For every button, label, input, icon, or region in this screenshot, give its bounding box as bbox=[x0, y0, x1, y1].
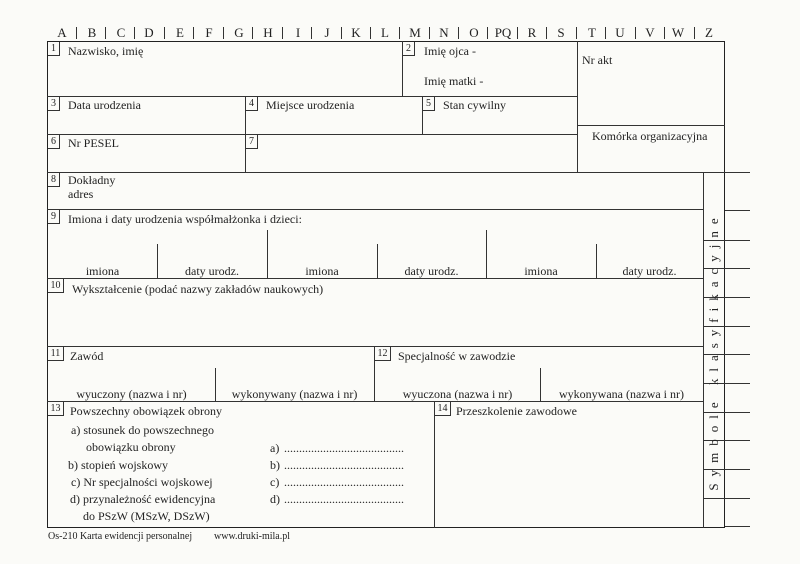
field-number-9: 9 bbox=[48, 210, 60, 224]
family-label: Imiona i daty urodzenia współmałżonka i dzieci: bbox=[68, 212, 302, 226]
address-label-line1: Dokładny bbox=[68, 173, 116, 187]
family-col-dates-3: daty urodz. bbox=[622, 264, 677, 278]
answer-c-dots[interactable]: ........................................ bbox=[284, 475, 404, 489]
field-number-1: 1 bbox=[48, 42, 60, 56]
form-code: Os-210 Karta ewidencji personalnej bbox=[48, 531, 193, 542]
family-col-dates-2: daty urodz. bbox=[404, 264, 459, 278]
organizational-unit-label: Komórka organizacyjna bbox=[592, 129, 708, 143]
answer-d-label: d) bbox=[270, 492, 280, 506]
column-letter: I bbox=[295, 25, 301, 40]
field-number-7: 7 bbox=[246, 135, 258, 149]
name-label: Nazwisko, imię bbox=[68, 44, 144, 58]
column-letter: K bbox=[351, 25, 361, 40]
column-letter: O bbox=[469, 25, 479, 40]
column-letter: C bbox=[116, 25, 126, 40]
defense-item-d-line1: d) przynależność ewidencyjna bbox=[70, 492, 216, 506]
answer-a-label: a) bbox=[270, 441, 280, 455]
field-number-3: 3 bbox=[48, 97, 60, 111]
field-number-5: 5 bbox=[423, 97, 435, 111]
field-number-2: 2 bbox=[403, 42, 415, 56]
family-col-names-1: imiona bbox=[85, 264, 120, 278]
field-number-4: 4 bbox=[246, 97, 258, 111]
column-letter: V bbox=[645, 25, 655, 40]
column-letter: G bbox=[234, 25, 244, 40]
classification-symbols-label: Symbole klasyfikacyjne bbox=[706, 211, 721, 491]
vocational-training-label: Przeszkolenie zawodowe bbox=[456, 404, 577, 418]
file-number-label: Nr akt bbox=[582, 53, 613, 67]
column-letter: E bbox=[176, 25, 184, 40]
column-letter: J bbox=[324, 25, 330, 40]
answer-b-dots[interactable]: ........................................ bbox=[284, 458, 404, 472]
specialty-label: Specjalność w zawodzie bbox=[398, 349, 516, 363]
website: www.druki-mila.pl bbox=[214, 531, 291, 542]
family-col-names-2: imiona bbox=[305, 264, 339, 278]
field-number-14: 14 bbox=[435, 402, 451, 416]
column-letter: B bbox=[87, 25, 97, 40]
defense-item-d-line2: do PSzW (MSzW, DSzW) bbox=[83, 509, 210, 523]
defense-item-a-line2: obowiązku obrony bbox=[86, 440, 176, 454]
education-label: Wykształcenie (podać nazwy zakładów naukowych) bbox=[72, 282, 324, 296]
profession-label: Zawód bbox=[70, 349, 104, 363]
defense-item-c: c) Nr specjalności wojskowej bbox=[71, 475, 213, 489]
column-letter: M bbox=[409, 25, 421, 40]
column-letter: L bbox=[381, 25, 389, 40]
birth-date-label: Data urodzenia bbox=[68, 98, 141, 112]
defense-item-a-line1: a) stosunek do powszechnego bbox=[71, 423, 214, 437]
column-letter: H bbox=[263, 25, 273, 40]
specialty-practiced-label: wykonywana (nazwa i nr) bbox=[559, 387, 684, 401]
column-letter: D bbox=[144, 25, 154, 40]
answer-d-dots[interactable]: ........................................ bbox=[284, 492, 404, 506]
specialty-learned-label: wyuczona (nazwa i nr) bbox=[402, 387, 513, 401]
pesel-label: Nr PESEL bbox=[68, 136, 119, 150]
column-letter: R bbox=[527, 25, 537, 40]
defense-duty-label: Powszechny obowiązek obrony bbox=[70, 404, 222, 418]
answer-c-label: c) bbox=[270, 475, 280, 489]
column-letter: PQ bbox=[494, 25, 512, 40]
profession-learned-label: wyuczony (nazwa i nr) bbox=[76, 387, 187, 401]
column-letter: W bbox=[671, 25, 685, 40]
column-letter: A bbox=[57, 25, 67, 40]
father-name-label: Imię ojca - bbox=[424, 44, 476, 58]
column-letter: F bbox=[205, 25, 213, 40]
answer-a-dots[interactable]: ........................................ bbox=[284, 441, 404, 455]
column-letter: N bbox=[439, 25, 449, 40]
family-col-names-3: imiona bbox=[524, 264, 558, 278]
field-number-8: 8 bbox=[48, 173, 60, 187]
answer-b-label: b) bbox=[270, 458, 280, 472]
defense-item-b: b) stopień wojskowy bbox=[68, 458, 168, 472]
birth-place-label: Miejsce urodzenia bbox=[266, 98, 355, 112]
field-number-13: 13 bbox=[48, 402, 64, 416]
family-col-dates-1: daty urodz. bbox=[185, 264, 239, 278]
field-number-10: 10 bbox=[48, 279, 64, 293]
marital-status-label: Stan cywilny bbox=[443, 98, 506, 112]
profession-practiced-label: wykonywany (nazwa i nr) bbox=[231, 387, 358, 401]
address-label-line2: adres bbox=[68, 187, 94, 201]
column-letter: S bbox=[557, 25, 565, 40]
column-letter: Z bbox=[705, 25, 713, 40]
field-number-6: 6 bbox=[48, 135, 60, 149]
mother-name-label: Imię matki - bbox=[424, 74, 484, 88]
field-number-12: 12 bbox=[375, 347, 391, 361]
column-letter: T bbox=[588, 25, 596, 40]
field-number-11: 11 bbox=[48, 347, 64, 361]
column-letter: U bbox=[615, 25, 625, 40]
